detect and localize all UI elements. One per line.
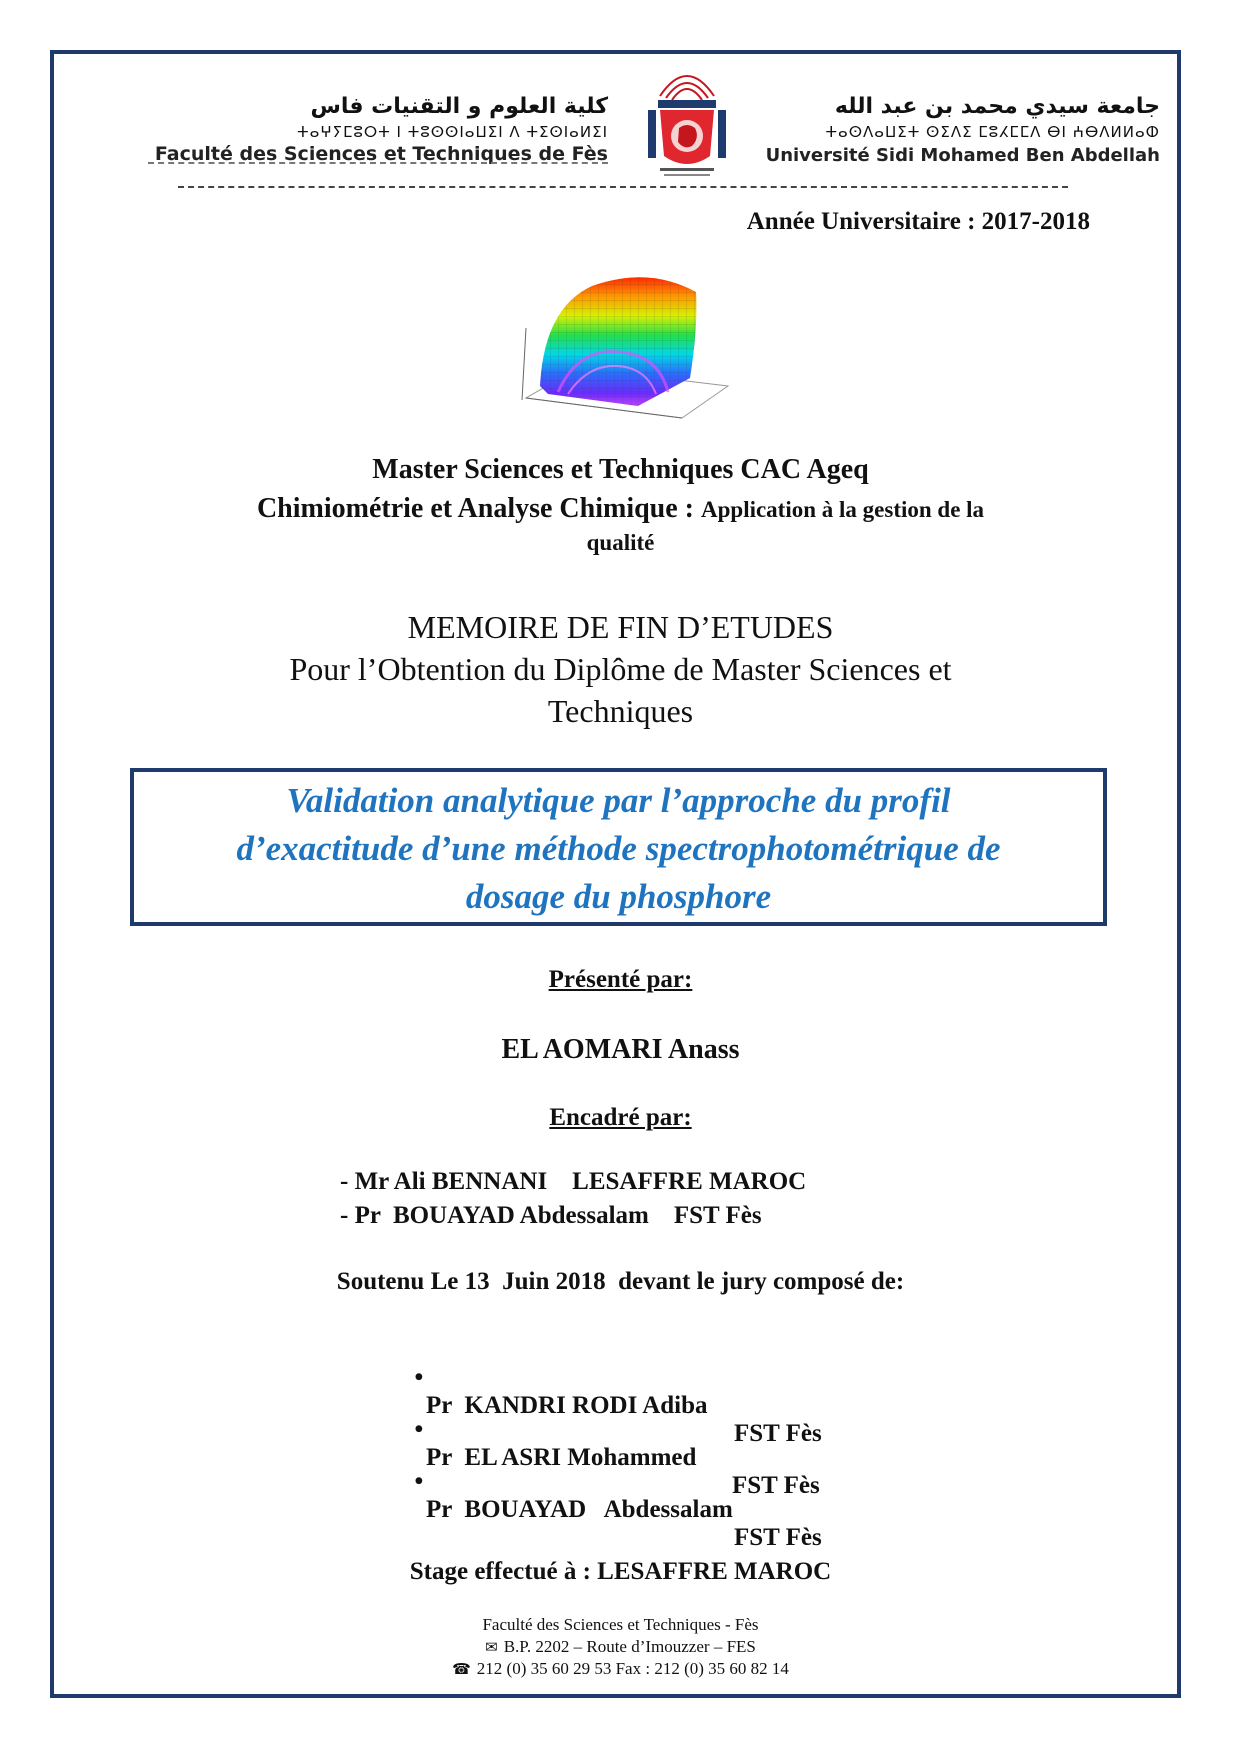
- internship-location: Stage effectué à : LESAFFRE MAROC: [409, 1558, 832, 1585]
- faculty-underline: [148, 162, 608, 164]
- thesis-title-line-3: dosage du phosphore: [465, 877, 772, 916]
- footer-line-3: [100, 1658, 1141, 1680]
- header-separator: [178, 186, 1068, 188]
- thesis-title: [140, 777, 1097, 921]
- footer-address: [100, 1614, 1141, 1680]
- faculty-header: [148, 94, 608, 165]
- university-arabic-name: جامعة سيدي محمد بن عبد الله: [834, 94, 1160, 119]
- master-title: Master Sciences et Techniques CAC Ageq: [372, 454, 869, 485]
- bullet-icon: •: [414, 1364, 424, 1391]
- university-name: Université Sidi Mohamed Ben Abdellah: [765, 145, 1160, 166]
- jury-member-institution: FST Fès: [732, 1472, 820, 1499]
- phone-icon: ☎: [452, 1660, 471, 1678]
- supervisor-1: - Mr Ali BENNANI LESAFFRE MAROC: [340, 1168, 807, 1195]
- university-tifinagh-name: ⵜⴰⵙⴷⴰⵡⵉⵜ ⵙⵉⴷⵉ ⵎⵓⵃⵎⵎⴷ ⴱⵏ ⵄⴱⴷⵍⵍⴰⵀ: [825, 123, 1160, 141]
- memoire-line-2: Pour l’Obtention du Diplôme de Master Sciences et: [289, 651, 952, 687]
- phone-fax: 212 (0) 35 60 29 53 Fax : 212 (0) 35 60 82 14: [476, 1659, 789, 1678]
- jury-member-name: Pr EL ASRI Mohammed: [426, 1444, 697, 1471]
- master-subtitle: [100, 493, 1141, 525]
- master-subtitle-continued: qualité: [586, 530, 655, 555]
- jury-member-name: Pr KANDRI RODI Adiba: [426, 1392, 708, 1419]
- memoire-line-1: MEMOIRE DE FIN D’ETUDES: [407, 609, 834, 645]
- jury-member-institution: FST Fès: [734, 1524, 822, 1551]
- presented-by-label: Présenté par:: [548, 966, 693, 993]
- academic-year: Année Universitaire : 2017-2018: [746, 208, 1090, 235]
- presented-by-section: [100, 966, 1141, 994]
- supervised-by-label: Encadré par:: [549, 1104, 692, 1131]
- university-logo: [640, 56, 734, 180]
- footer-line-1: Faculté des Sciences et Techniques - Fès: [482, 1615, 759, 1634]
- master-subtitle-small: Application à la gestion de la: [701, 497, 985, 522]
- university-header: [760, 94, 1160, 166]
- surface-plot-image: [518, 268, 732, 428]
- supervised-by-section: [100, 1104, 1141, 1132]
- faculty-name: Faculté des Sciences et Techniques de Fès: [154, 143, 608, 165]
- faculty-arabic-name: كلية العلوم و التقنيات فاس: [310, 94, 608, 119]
- postal-address: B.P. 2202 – Route d’Imouzzer – FES: [503, 1637, 756, 1656]
- jury-member-name: Pr BOUAYAD Abdessalam: [426, 1496, 733, 1523]
- jury-member-institution: FST Fès: [734, 1420, 822, 1447]
- thesis-title-line-2: d’exactitude d’une méthode spectrophotométrique de: [236, 829, 1001, 868]
- memoire-line-3: Techniques: [547, 693, 694, 729]
- memoire-heading: [100, 606, 1141, 732]
- thesis-title-line-1: Validation analytique par l’approche du profil: [286, 781, 951, 820]
- bullet-icon: •: [414, 1416, 424, 1443]
- author-name: EL AOMARI Anass: [501, 1034, 740, 1065]
- mail-icon: ✉: [485, 1638, 498, 1656]
- supervisor-2: - Pr BOUAYAD Abdessalam FST Fès: [340, 1202, 762, 1229]
- bullet-icon: •: [414, 1468, 424, 1495]
- master-subtitle-main: Chimiométrie et Analyse Chimique :: [256, 493, 701, 524]
- defense-statement: Soutenu Le 13 Juin 2018 devant le jury composé de:: [336, 1268, 905, 1295]
- faculty-tifinagh-name: ⵜⴰⵖⵢⵎⵓⵔⵜ ⵏ ⵜⵓⵙⵙⵏⴰⵡⵉⵏ ⴷ ⵜⵉⵙⵏⴰⵍⵉⵏ: [297, 123, 608, 141]
- footer-line-2: [100, 1636, 1141, 1658]
